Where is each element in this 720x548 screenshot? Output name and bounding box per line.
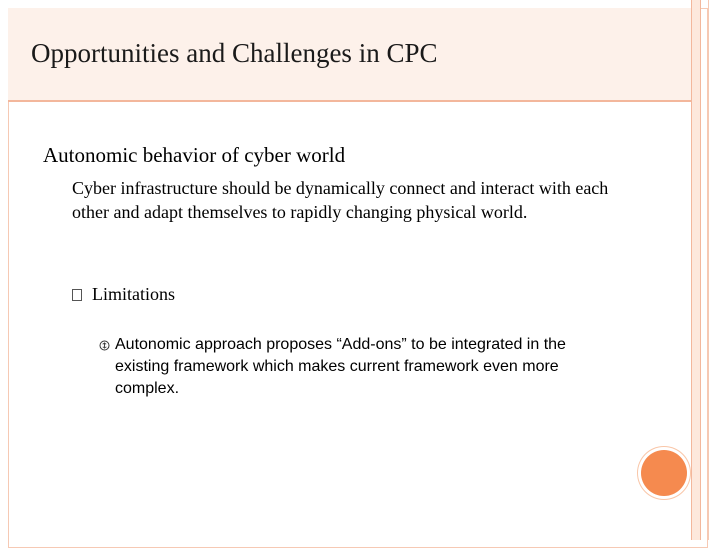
- circle-bullet-icon: [99, 340, 110, 351]
- right-decorative-stripe: [691, 0, 701, 540]
- body-paragraph: Cyber infrastructure should be dynamically connect and interact with each other and adapt themselves to rapidly changing physical world.: [72, 178, 609, 222]
- right-edge-line: [708, 0, 709, 540]
- box-bullet-icon: [72, 289, 82, 301]
- orange-circle-decoration: [641, 450, 687, 496]
- bullet-label: Limitations: [92, 284, 175, 304]
- sub-bullet-text: Autonomic approach proposes “Add-ons” to be integrated in the existing framework which makes current framework even more complex.: [115, 336, 566, 397]
- page-title: Opportunities and Challenges in CPC: [31, 38, 438, 68]
- bullet-item-limitations: [72, 282, 175, 306]
- title-divider: [8, 100, 691, 102]
- section-heading: Autonomic behavior of cyber world: [43, 143, 346, 167]
